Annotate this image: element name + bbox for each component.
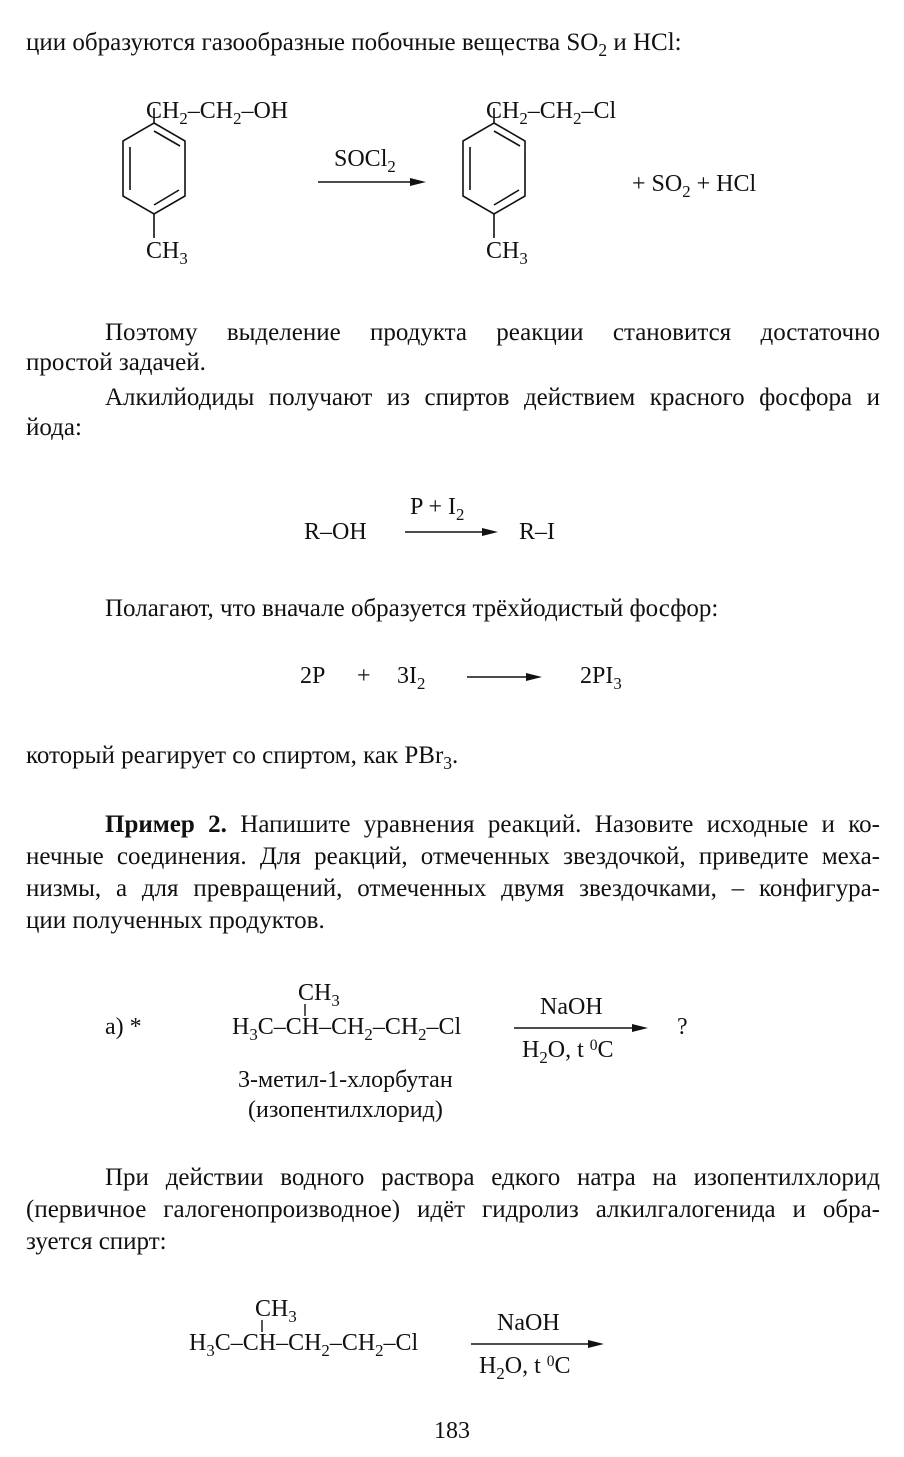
item-marker: а) * xyxy=(105,1014,142,1040)
paragraph-1-line-1: Поэтому выделение продукта реакции становится достаточно xyxy=(105,319,880,346)
condition-water-heat: $H_2O$, t $^0$C xyxy=(479,1352,571,1383)
benzene-ring-left xyxy=(123,108,185,238)
reaction-arrow-4 xyxy=(514,1024,648,1032)
product-side-chain: $CH_2-CH_2-Cl$ xyxy=(486,98,617,128)
reactant-methyl: $CH_3$ xyxy=(146,238,188,268)
reactant-side-chain: $CH_2-CH_2-OH$ xyxy=(146,98,289,128)
paragraph-2-line-2: йода: xyxy=(26,414,82,441)
reagent-naoh: NaOH xyxy=(497,1310,560,1336)
reaction-arrow-1 xyxy=(318,178,426,186)
example-line-2: нечные соединения. Для реакций, отмеченных звездочкой, приведите меха- xyxy=(26,843,880,870)
reagent-p-i2: $P + I_2$ xyxy=(410,494,465,524)
example-line-3: низмы, а для превращений, отмеченных двумя звездочками, – конфигура- xyxy=(26,875,880,902)
compound-name: 3-метил-1-хлорбутан xyxy=(238,1067,453,1093)
example-line-4: ции полученных продуктов. xyxy=(26,907,325,934)
benzene-ring-right xyxy=(463,108,525,238)
reactant-2p: 2P xyxy=(300,663,326,689)
unknown-product: ? xyxy=(677,1014,688,1040)
main-chain: $H_3C-CH-CH_2-CH_2-Cl$ xyxy=(232,1014,462,1044)
plus-sign: + xyxy=(357,663,371,689)
example-line-1: Пример 2. Напишите уравнения реакций. Назовите исходные и ко- xyxy=(105,811,880,838)
branch-methyl: $CH_3$ xyxy=(298,980,340,1010)
paragraph-3-line-1: Полагают, что вначале образуется трёхйодистый фосфор: xyxy=(105,595,719,622)
paragraph-1-line-2: простой задачей. xyxy=(26,349,206,376)
paragraph-4-line-1: который реагирует со спиртом, как PBr$_3$. xyxy=(26,742,459,774)
reagent-socl2: SOCl$_2$ xyxy=(334,146,396,176)
paragraph-2-line-1: Алкилйодиды получают из спиртов действием красного фосфора и xyxy=(105,384,880,411)
compound-trivial-name: (изопентилхлорид) xyxy=(248,1097,443,1123)
byproducts: + $SO_2$ + HCl xyxy=(632,171,757,201)
product-2pi3: $2PI_3$ xyxy=(580,663,622,693)
paragraph-5-line-2: (первичное галогенопроизводное) идёт гидролиз алкилгалогенида и обра- xyxy=(26,1196,880,1223)
product-r-i: R–I xyxy=(519,519,555,545)
reaction-arrow-5 xyxy=(471,1340,604,1348)
paragraph-5-line-3: зуется спирт: xyxy=(26,1228,167,1255)
intro-line: ции образуются газообразные побочные вещества $SO_2$ и HCl: xyxy=(26,29,682,61)
main-chain: $H_3C-CH-CH_2-CH_2-Cl$ xyxy=(189,1330,419,1360)
reaction-arrow-3 xyxy=(467,673,542,681)
reactant-3i2: $3I_2$ xyxy=(397,663,426,693)
reactant-r-oh: R–OH xyxy=(304,519,367,545)
reaction-arrow-2 xyxy=(405,528,498,536)
product-methyl: $CH_3$ xyxy=(486,238,528,268)
example-label: Пример 2. xyxy=(105,811,227,838)
reagent-naoh: NaOH xyxy=(540,994,603,1020)
branch-methyl: $CH_3$ xyxy=(255,1296,297,1326)
condition-water-heat: $H_2O$, t $^0$C xyxy=(522,1036,614,1067)
page-number: 183 xyxy=(434,1418,470,1444)
paragraph-5-line-1: При действии водного раствора едкого натра на изопентилхлорид xyxy=(105,1164,880,1191)
